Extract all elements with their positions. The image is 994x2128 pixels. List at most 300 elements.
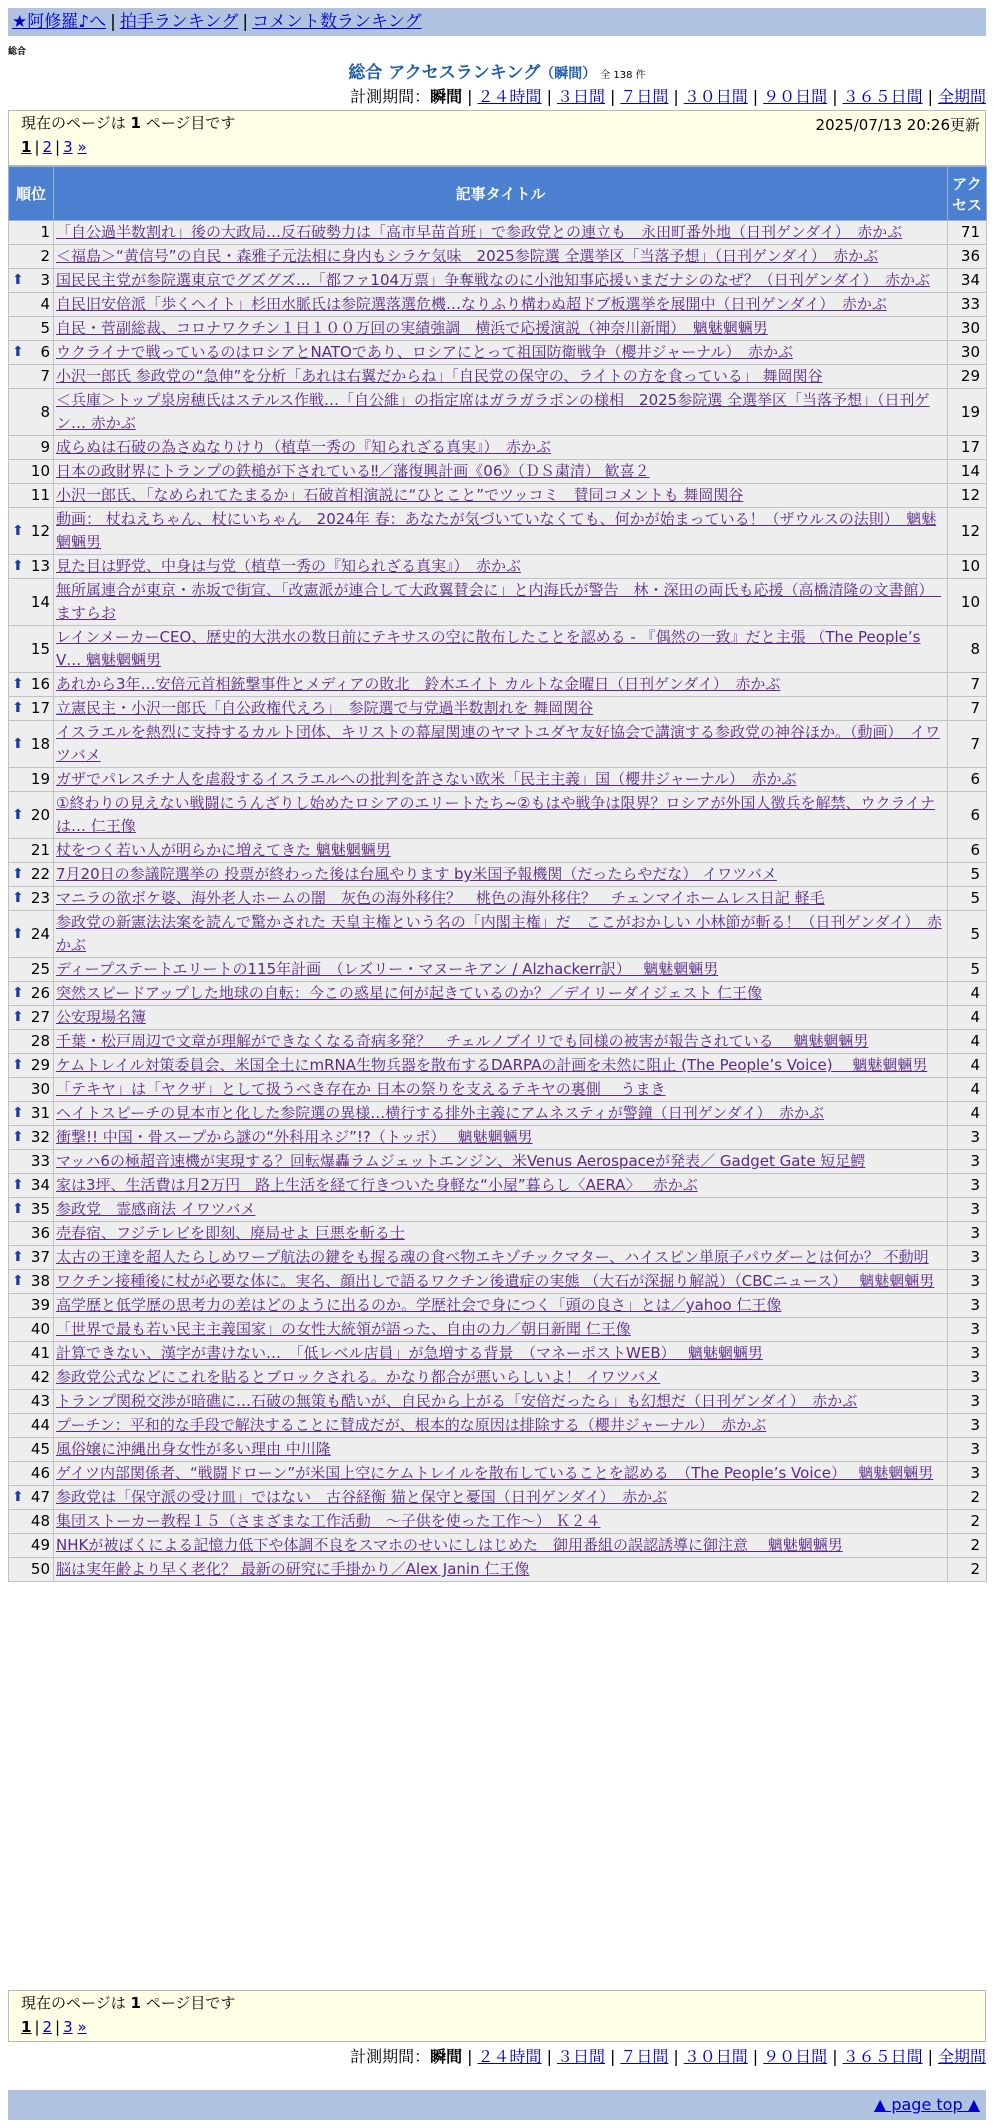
rank-cell [9,1390,54,1414]
arrow-up-icon: ⬆ [12,1249,24,1265]
period-link-4[interactable]: ９０日間 [763,87,828,106]
rank-number: 48 [30,1512,50,1530]
updated-timestamp: 2025/07/13 20:26更新 [815,116,980,134]
title-period: （瞬間） [540,66,597,82]
article-link[interactable]: トランプ関税交渉が暗礁に…石破の無策も酷いが、自民から上がる「安倍だったら」も幻想だ（日刊ゲンダイ） 赤かぶ [56,1392,858,1410]
access-count: 29 [948,365,987,389]
article-link[interactable]: ゲイツ内部関係者、“戦闘ドローン”が米国上空にケムトレイルを散布していることを認める （The People’s Voice） 魑魅魍魎男 [56,1464,934,1482]
rank-cell [9,839,54,863]
access-count: 36 [948,245,987,269]
rank-cell [9,1438,54,1462]
access-count: 10 [948,555,987,579]
arrow-up-icon: ⬆ [12,925,24,942]
separator: | [673,2047,679,2066]
article-link[interactable]: 売春宿、フジテレビを即刻、廃局せよ 巨悪を斬る士 [56,1224,405,1242]
page-links [21,2015,973,2039]
access-count: 3 [948,1366,987,1390]
rank-cell [9,1198,54,1222]
access-count: 33 [948,293,987,317]
rank-number: 22 [30,865,50,883]
title-cell [54,1462,948,1486]
article-link[interactable]: ①終わりの見えない戦闘にうんざりし始めたロシアのエリートたち~②もはや戦争は限界？ロシアが外国人徴兵を解禁、ウクライナは… 仁王像 [56,794,936,835]
access-count: 3 [948,1198,987,1222]
article-link[interactable]: 小沢一郎氏 参政党の“急伸”を分析「あれは右翼だからね」「自民党の保守の、ライトの方を食っている」 舞岡関谷 [56,367,823,385]
access-count: 4 [948,1030,987,1054]
rank-number: 4 [40,295,50,313]
title-cell [54,792,948,839]
col-rank-header: 順位 [9,167,54,221]
period-link-5[interactable]: ３６５日間 [842,2047,923,2066]
separator: | [752,2047,759,2066]
rank-number: 7 [40,367,50,385]
article-link[interactable]: 7月20日の参議院選挙の 投票が終わった後は台風やります by米国予報機関（だったらやだな） イワツバメ [56,865,777,883]
table-row [9,1414,987,1438]
current-page-text: 現在のページは 1 ページ目です [21,114,236,132]
title-cell [54,1198,948,1222]
article-link[interactable]: 高学歴と低学歴の思考力の差はどのように出るのか。学歴社会で身につく「頭の良さ」とは／yahoo 仁王像 [56,1296,782,1314]
title-cell [54,1534,948,1558]
article-link[interactable]: マッハ6の極超音速機が実現する？回転爆轟ラムジェットエンジン、米Venus Aerospaceが発表／ Gadget Gate 短足鰐 [56,1152,866,1170]
rank-number: 20 [30,805,50,824]
access-count: 3 [948,1270,987,1294]
rank-number: 17 [30,699,50,717]
article-link[interactable]: イスラエルを熱烈に支持するカルト団体、キリストの幕屋関連のヤマトユダヤ友好協会で講演する参政党の神谷ほか。（動画） イワツバメ [56,723,940,764]
rank-number: 19 [30,770,50,788]
rank-cell [9,365,54,389]
article-link[interactable]: 見た目は野党、中身は与党（植草一秀の『知られざる真実』） 赤かぶ [56,557,522,575]
page-link-2[interactable]: 2 [42,138,53,156]
period-link-2[interactable]: ７日間 [620,87,669,106]
access-count: 2 [948,1558,987,1582]
separator: | [55,138,61,156]
rank-cell [9,863,54,887]
table-row [9,1438,987,1462]
rank-cell [9,317,54,341]
arrow-up-icon: ⬆ [12,1201,24,1217]
home-link[interactable]: ★阿修羅♪へ [12,12,107,32]
rank-cell [9,1462,54,1486]
table-row [9,911,987,958]
table-row [9,460,987,484]
rank-number: 29 [30,1056,50,1074]
article-link[interactable]: 衝撃!! 中国・骨スープから謎の“外科用ネジ”!?（トッポ） 魑魅魍魎男 [56,1128,533,1146]
comment-ranking-link[interactable]: コメント数ランキング [252,12,422,32]
title-cell [54,1126,948,1150]
title-cell [54,863,948,887]
access-count: 3 [948,1246,987,1270]
article-link[interactable]: 成らぬは石破の為さぬなりけり（植草一秀の『知られざる真実』） 赤かぶ [56,438,552,456]
rank-cell [9,269,54,293]
title-cell [54,484,948,508]
article-link[interactable]: ＜福島＞“黄信号”の自民・森雅子元法相に身内もシラケ気味 2025参院選 全選挙区「当落予想」（日刊ゲンダイ） 赤かぶ [56,247,879,265]
arrow-up-icon: ⬆ [12,700,24,716]
title-cell [54,768,948,792]
article-link[interactable]: 計算できない、漢字が書けない… 「低レベル店員」が急増する背景 （マネーポストWEB） 魑魅魍魎男 [56,1344,763,1362]
rank-number: 27 [30,1008,50,1026]
ranking-table [8,166,987,1582]
title-cell [54,887,948,911]
rank-number: 26 [30,984,50,1002]
article-link[interactable]: 杖をつく若い人が明らかに増えてきた 魑魅魍魎男 [56,841,391,859]
rank-number: 38 [30,1272,50,1290]
rank-number: 13 [30,557,50,575]
access-count: 4 [948,1078,987,1102]
article-link[interactable]: 集団ストーカー教程１５（さまざまな工作活動 ～子供を使った工作～） Ｋ２４ [56,1512,601,1530]
period-current: 瞬間 [430,2047,463,2066]
rank-number: 10 [30,462,50,480]
table-row [9,365,987,389]
rank-cell [9,1150,54,1174]
page-top-link[interactable]: ▲ page top ▲ [873,2095,980,2114]
period-link-3[interactable]: ３０日間 [683,2047,748,2066]
table-row [9,887,987,911]
access-count: 5 [948,958,987,982]
access-count: 17 [948,436,987,460]
rank-cell [9,341,54,365]
current-page-text: 現在のページは 1 ページ目です [21,1994,236,2012]
article-link[interactable]: プーチン：平和的な手段で解決することに賛成だが、根本的な原因は排除する（櫻井ジャーナル） 赤かぶ [56,1416,767,1434]
article-link[interactable]: 動画： 杖ねえちゃん、杖にいちゃん 2024年 春：あなたが気づいていなくても、何かが始まっている！（ザウルスの法則） 魑魅魍魎男 [56,510,937,551]
title-cell [54,1342,948,1366]
rank-number: 45 [30,1440,50,1458]
table-row [9,1198,987,1222]
rank-cell [9,1030,54,1054]
period-link-5[interactable]: ３６５日間 [842,87,923,106]
footer-bar [8,2090,986,2120]
rank-cell [9,1126,54,1150]
access-count: 10 [948,579,987,626]
arrow-up-icon: ⬆ [12,806,24,823]
table-row [9,839,987,863]
rank-cell [9,1102,54,1126]
category-label: 総合 [8,47,27,57]
rank-number: 8 [40,402,50,421]
title-cell [54,245,948,269]
rank-number: 12 [30,521,50,540]
article-link[interactable]: ケムトレイル対策委員会、米国全土にmRNA生物兵器を散布するDARPAの計画を未然に阻止 (The People’s Voice) 魑魅魍魎男 [56,1056,928,1074]
period-label: 計測期間： [350,87,431,106]
rank-cell [9,697,54,721]
title-cell [54,1486,948,1510]
page-link-3[interactable]: 3 [63,2018,73,2036]
article-link[interactable]: 脳は実年齢より早く老化？ 最新の研究に手掛かり／Alex Janin 仁王像 [56,1560,530,1578]
article-link[interactable]: ディープステートエリートの115年計画 （レズリー・マヌーキアン / Alzhackerr訳） 魑魅魍魎男 [56,960,719,978]
table-row [9,626,987,673]
separator: | [467,2047,473,2066]
table-row [9,1150,987,1174]
rank-number: 43 [30,1392,50,1410]
article-link[interactable]: 風俗嬢に沖縄出身女性が多い理由 中川隆 [56,1440,331,1458]
table-row [9,508,987,555]
rank-cell [9,555,54,579]
title-cell [54,221,948,245]
table-row [9,1078,987,1102]
article-link[interactable]: 無所属連合が東京・赤坂で街宣、「改憲派が連合して大政翼賛会に」と内海氏が警告 林・深田の両氏も応援（高橋清隆の文書館） ますらお [56,581,942,622]
table-row [9,1246,987,1270]
rank-cell [9,911,54,958]
rank-cell [9,484,54,508]
article-link[interactable]: 「自公過半数割れ」後の大政局…反石破勢力は「高市早苗首班」で参政党との連立も 永田町番外地（日刊ゲンダイ） 赤かぶ [56,223,903,241]
separator: | [546,87,552,106]
article-link[interactable]: 家は3坪、生活費は月2万円 路上生活を経て行きついた身軽な“小屋”暮らし〈AERA〉 赤かぶ [56,1176,698,1194]
rank-number: 15 [30,639,50,658]
table-row [9,436,987,460]
title-cell [54,1390,948,1414]
rank-cell [9,982,54,1006]
separator: | [609,2047,616,2066]
rank-number: 39 [30,1296,50,1314]
article-link[interactable]: 突然スピードアップした地球の自転：今この惑星に何が起きているのか？／デイリーダイジェスト 仁王像 [56,984,763,1002]
separator: | [34,138,40,156]
col-title-header: 記事タイトル [54,167,948,221]
period-link-2[interactable]: ７日間 [620,2047,669,2066]
title-cell [54,982,948,1006]
period-label: 計測期間： [350,2047,431,2066]
period-link-0[interactable]: ２４時間 [477,2047,542,2066]
separator: | [110,12,116,32]
separator: | [546,2047,552,2066]
title-cell [54,1414,948,1438]
applause-ranking-link[interactable]: 拍手ランキング [119,12,239,32]
top-nav-bar [8,8,986,36]
access-count: 30 [948,317,987,341]
rank-cell [9,673,54,697]
access-count: 4 [948,982,987,1006]
rank-cell [9,1486,54,1510]
title-cell [54,697,948,721]
table-row [9,341,987,365]
rank-number: 2 [40,247,50,265]
rank-number: 37 [30,1248,50,1266]
arrow-up-icon: ⬆ [12,1057,24,1073]
table-row [9,1510,987,1534]
access-count: 8 [948,626,987,673]
table-row [9,1342,987,1366]
rank-number: 41 [30,1344,50,1362]
article-link[interactable]: 自民旧安倍派「歩くヘイト」杉田水脈氏は参院選落選危機…なりふり構わぬ超ドブ板選挙を展開中（日刊ゲンダイ） 赤かぶ [56,295,887,313]
rank-number: 28 [30,1032,50,1050]
table-row [9,579,987,626]
rank-number: 3 [40,271,50,289]
article-link[interactable]: 参政党 霊感商法 イワツバメ [56,1200,256,1218]
access-count: 3 [948,1294,987,1318]
access-count: 3 [948,1150,987,1174]
access-count: 19 [948,389,987,436]
access-count: 3 [948,1438,987,1462]
article-link[interactable]: 千葉・松戸周辺で文章が理解ができなくなる奇病多発？ チェルノブイリでも同様の被害が報告されている 魑魅魍魎男 [56,1032,869,1050]
table-row [9,269,987,293]
table-row [9,317,987,341]
separator: | [752,87,759,106]
access-count: 4 [948,1054,987,1078]
rank-cell [9,1366,54,1390]
table-row [9,1390,987,1414]
period-current: 瞬間 [430,87,463,106]
article-link[interactable]: レインメーカーCEO、歴史的大洪水の数日前にテキサスの空に散布したことを認める - 『偶然の一致』だと主張 （The People’s V… 魑魅魍魎男 [56,628,921,669]
title-cell [54,1558,948,1582]
arrow-up-icon: ⬆ [12,1273,24,1289]
access-count: 6 [948,792,987,839]
period-link-0[interactable]: ２４時間 [477,87,542,106]
access-count: 14 [948,460,987,484]
access-count: 4 [948,1006,987,1030]
title-cell [54,1078,948,1102]
rank-cell [9,721,54,768]
page-current: 1 [21,2018,32,2036]
title-cell [54,1030,948,1054]
article-link[interactable]: NHKが被ばくによる記憶力低下や体調不良をスマホのせいにしはじめた 御用番組の誤認誘導に御注意 魑魅魍魎男 [56,1536,843,1554]
article-link[interactable]: 自民・菅副総裁、コロナワクチン１日１００万回の実績強調 横浜で応援演説（神奈川新聞） 魑魅魍魎男 [56,319,768,337]
title-cell [54,1054,948,1078]
arrow-up-icon: ⬆ [12,985,24,1001]
access-count: 5 [948,887,987,911]
rank-cell [9,1342,54,1366]
rank-number: 1 [40,223,50,241]
rank-cell [9,1318,54,1342]
table-row [9,1126,987,1150]
period-link-1[interactable]: ３日間 [556,2047,605,2066]
arrow-up-icon: ⬆ [12,676,24,692]
table-row [9,697,987,721]
table-row [9,293,987,317]
period-link-4[interactable]: ９０日間 [763,2047,828,2066]
arrow-up-icon: ⬆ [12,1105,24,1121]
rank-number: 40 [30,1320,50,1338]
article-link[interactable]: 参政党公式などにこれを貼るとブロックされる。かなり都合が悪いらしいよ！ イワツバメ [56,1368,661,1386]
article-link[interactable]: ワクチン接種後に杖が必要な体に。実名、顔出しで語るワクチン後遺症の実態 （大石が深掘り解説）（CBCニュース） 魑魅魍魎男 [56,1272,935,1290]
rank-cell [9,436,54,460]
access-count: 3 [948,1342,987,1366]
table-row [9,1558,987,1582]
article-link[interactable]: ＜兵庫＞トップ泉房穂氏はステルス作戦…「自公維」の指定席はガラガラポンの様相 2025参院選 全選挙区「当落予想」（日刊ゲン… 赤かぶ [56,391,930,432]
access-count: 2 [948,1534,987,1558]
rank-cell [9,887,54,911]
rank-cell [9,460,54,484]
rank-number: 14 [30,592,50,611]
article-link[interactable]: 「世界で最も若い民主主義国家」の女性大統領が語った、自由の力／朝日新聞 仁王像 [56,1320,631,1338]
article-link[interactable]: 参政党は「保守派の受け皿」ではない 古谷経衡 猫と保守と憂国（日刊ゲンダイ） 赤かぶ [56,1488,668,1506]
separator: | [927,2047,933,2066]
article-link[interactable]: ガザでパレスチナ人を虐殺するイスラエルへの批判を許さない欧米「民主主義」国（櫻井ジャーナル） 赤かぶ [56,770,797,788]
table-row [9,982,987,1006]
rank-number: 5 [40,319,50,337]
title-cell [54,911,948,958]
article-link[interactable]: 日本の政財界にトランプの鉄槌が下されている‼／藩復興計画《06》（ＤＳ粛清） 歓喜２ [56,462,650,480]
separator: | [55,2018,61,2036]
rank-number: 47 [30,1488,50,1506]
next-page-link[interactable]: » [77,2018,87,2036]
title-cell [54,293,948,317]
table-row [9,221,987,245]
access-count: 3 [948,1126,987,1150]
access-count: 71 [948,221,987,245]
rank-cell [9,245,54,269]
rank-number: 31 [30,1104,50,1122]
access-count: 34 [948,269,987,293]
title-cell [54,269,948,293]
rank-number: 42 [30,1368,50,1386]
next-page-link[interactable]: » [77,138,87,156]
rank-number: 16 [30,675,50,693]
title-cell [54,1246,948,1270]
arrow-up-icon: ⬆ [12,272,24,288]
title-cell [54,365,948,389]
access-count: 3 [948,1318,987,1342]
table-row [9,1534,987,1558]
rank-cell [9,768,54,792]
article-link[interactable]: 参政党の新憲法法案を読んで驚かされた 天皇主権という名の「内閣主権」だ ここがおかしい 小林節が斬る！（日刊ゲンダイ） 赤かぶ [56,913,942,954]
table-row [9,768,987,792]
rank-cell [9,626,54,673]
rank-cell [9,389,54,436]
title-cell [54,1102,948,1126]
rank-number: 18 [30,734,50,753]
access-count: 5 [948,911,987,958]
page-link-2[interactable]: 2 [42,2018,53,2036]
article-link[interactable]: 「テキヤ」は「ヤクザ」として扱うべき存在か 日本の祭りを支えるテキヤの裏側 うまき [56,1080,666,1098]
table-row [9,1006,987,1030]
pager-top [8,110,986,166]
table-row [9,1054,987,1078]
period-selector-top [350,86,986,108]
rank-cell [9,1222,54,1246]
access-count: 6 [948,768,987,792]
table-row [9,245,987,269]
rank-cell [9,1246,54,1270]
rank-number: 25 [30,960,50,978]
rank-cell [9,1006,54,1030]
period-link-6[interactable]: 全期間 [937,87,986,106]
article-link[interactable]: 立憲民主・小沢一郎氏「自公政権代えろ」 参院選で与党過半数割れを 舞岡関谷 [56,699,594,717]
separator: | [609,87,616,106]
rank-cell [9,1054,54,1078]
rank-cell [9,221,54,245]
rank-cell [9,1174,54,1198]
arrow-up-icon: ⬆ [12,866,24,882]
rank-cell [9,958,54,982]
article-link[interactable]: マニラの欲ボケ婆、海外老人ホームの闇 灰色の海外移住？ 桃色の海外移住？ チェンマイホームレス日記 軽毛 [56,889,825,907]
arrow-up-icon: ⬆ [12,344,24,360]
arrow-up-icon: ⬆ [12,1009,24,1025]
title-cell [54,579,948,626]
period-link-1[interactable]: ３日間 [556,87,605,106]
article-link[interactable]: あれから3年…安倍元首相銃撃事件とメディアの敗北 鈴木エイト カルトな金曜日（日刊ゲンダイ） 赤かぶ [56,675,781,693]
table-row [9,721,987,768]
article-link[interactable]: 小沢一郎氏、「なめられてたまるか」石破首相演説に“ひとこと”でツッコミ 賛同コメントも 舞岡関谷 [56,486,744,504]
access-count: 6 [948,839,987,863]
article-link[interactable]: ヘイトスピーチの見本市と化した参院選の異様…横行する排外主義にアムネスティが警鐘（日刊ゲンダイ） 赤かぶ [56,1104,825,1122]
rank-cell [9,293,54,317]
table-row [9,555,987,579]
period-link-3[interactable]: ３０日間 [683,87,748,106]
page-link-3[interactable]: 3 [63,138,73,156]
col-access-header: アクセス [948,167,987,221]
rank-number: 11 [30,486,50,504]
title-cell [54,1366,948,1390]
article-link[interactable]: 太古の王達を超人たらしめワープ航法の鍵をも握る魂の食べ物エキゾチックマター、ハイスピン単原子パウダーとは何か？ 不動明 [56,1248,929,1266]
period-link-6[interactable]: 全期間 [937,2047,986,2066]
title-cell [54,1510,948,1534]
separator: | [467,87,473,106]
article-link[interactable]: ウクライナで戦っているのはロシアとNATOであり、ロシアにとって祖国防衛戦争（櫻井ジャーナル） 赤かぶ [56,343,793,361]
table-row [9,1366,987,1390]
rank-number: 36 [30,1224,50,1242]
article-link[interactable]: 公安現場名簿 [56,1008,147,1026]
article-link[interactable]: 国民民主党が参院選東京でグズグズ…「都ファ104万票」争奪戦なのに小池知事応援いまだナシのなぜ？（日刊ゲンダイ） 赤かぶ [56,271,931,289]
page-current: 1 [21,138,32,156]
rank-number: 9 [40,438,50,456]
table-row [9,863,987,887]
